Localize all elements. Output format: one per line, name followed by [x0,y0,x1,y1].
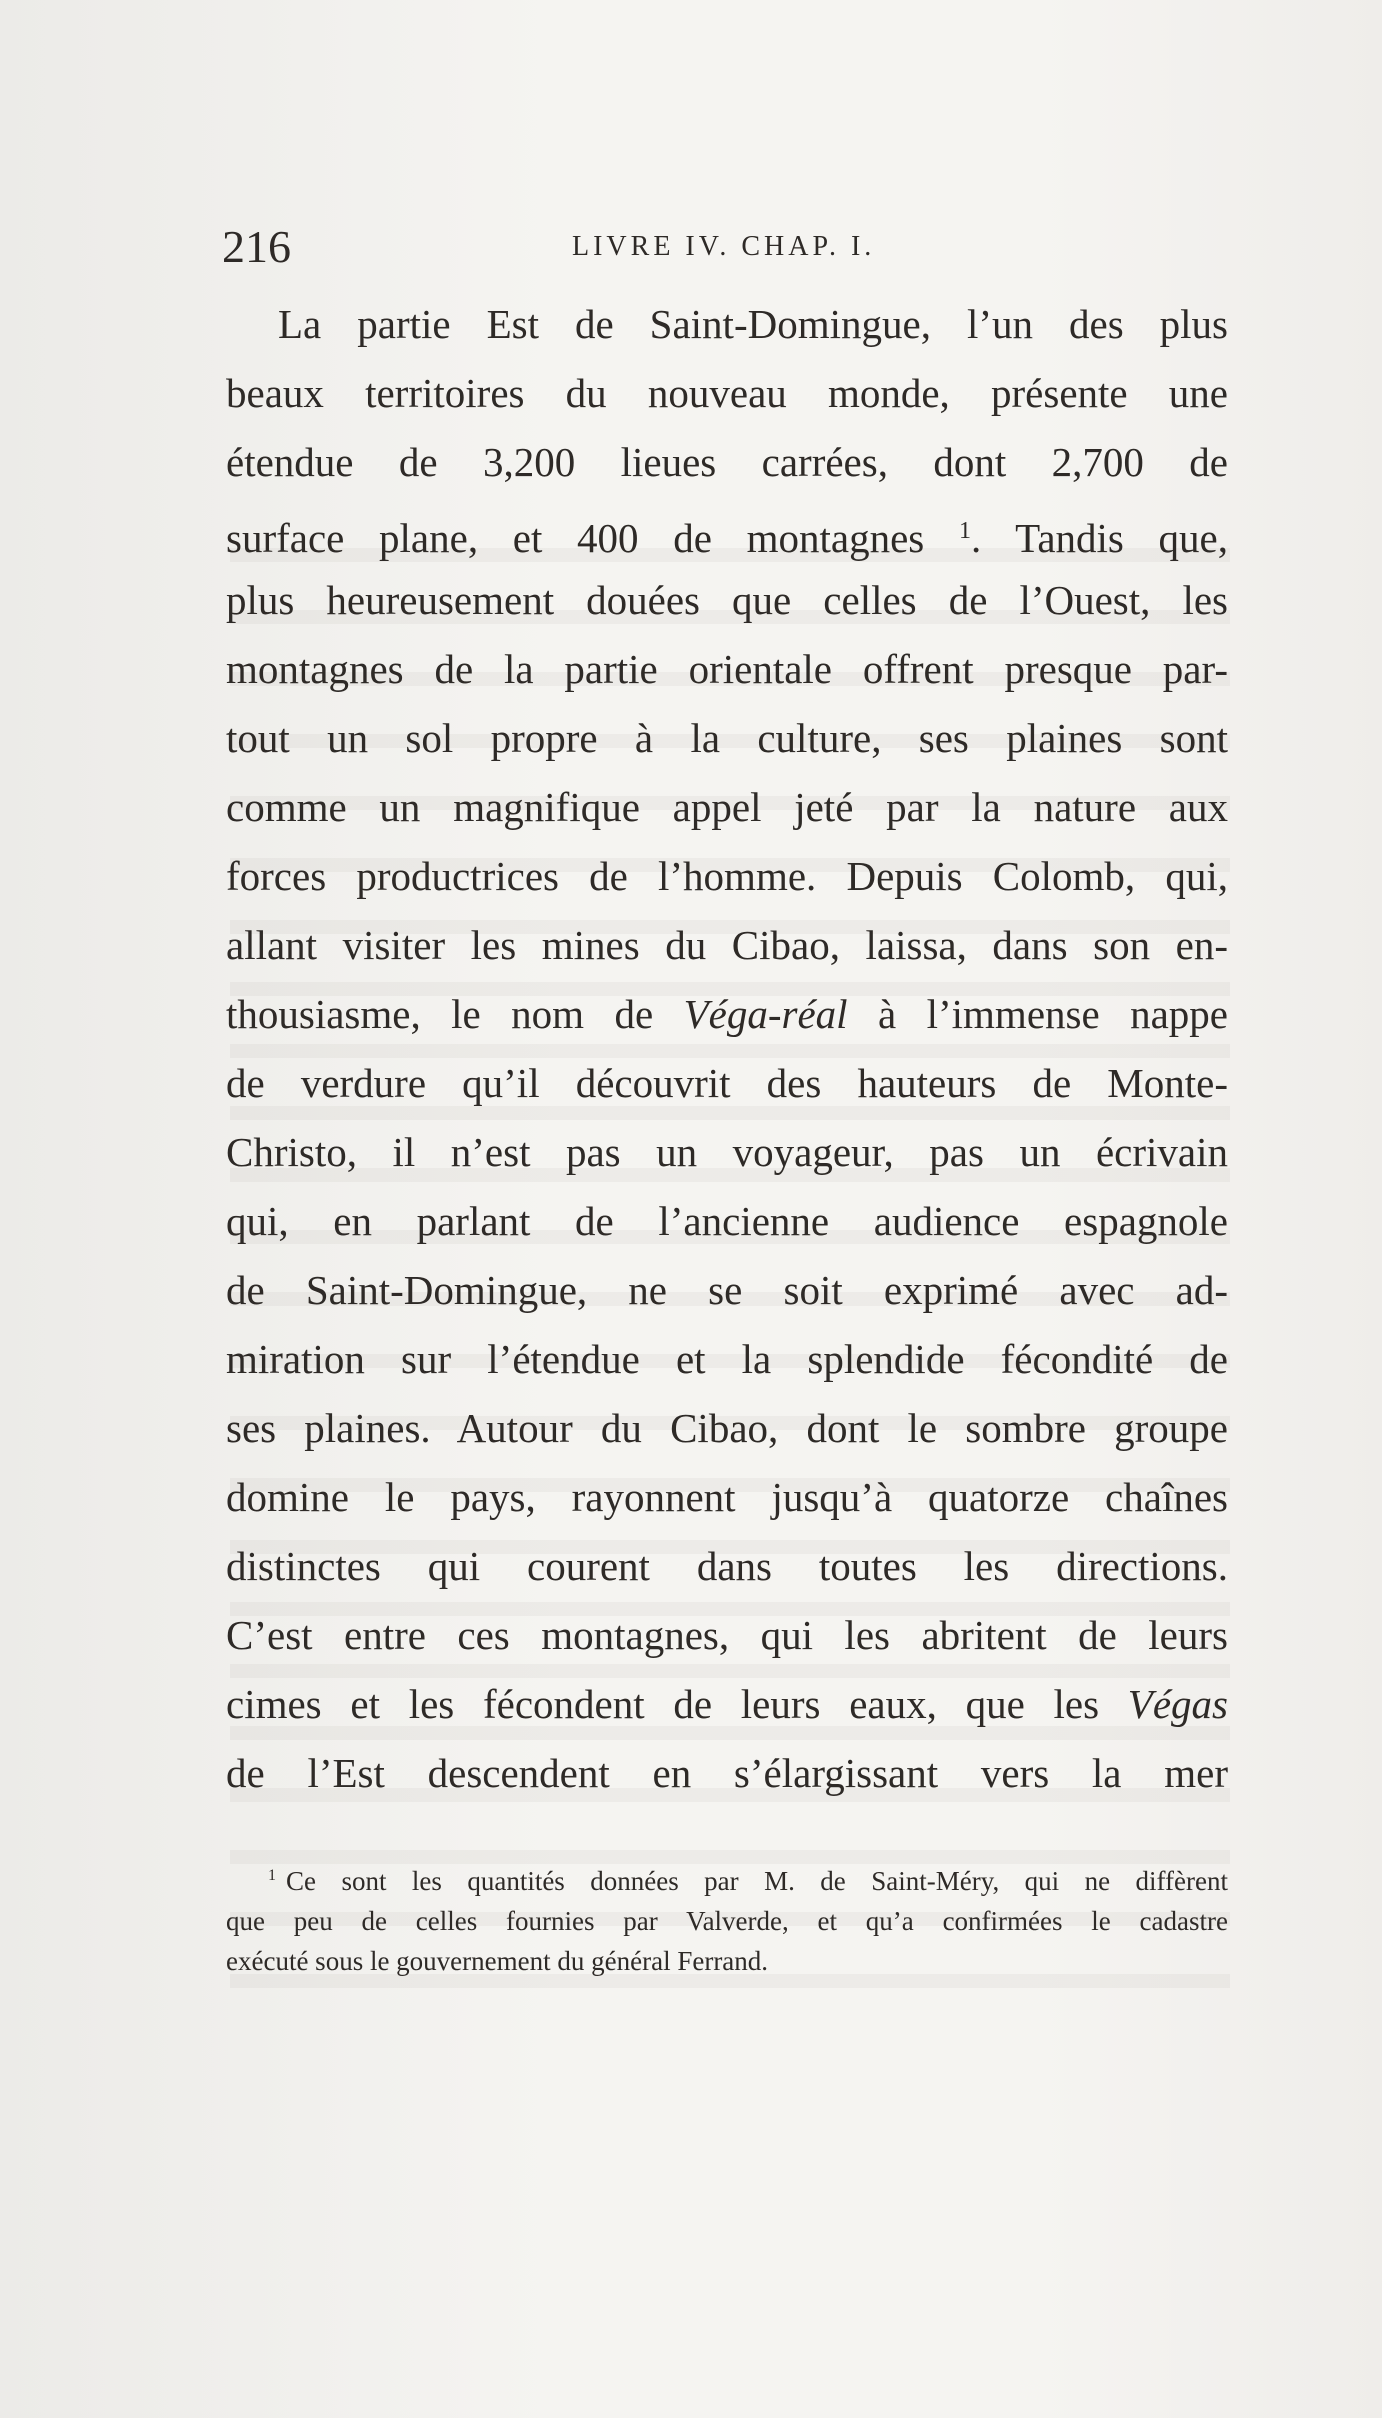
italic-term: Végas [1127,1681,1228,1727]
footnote-line: exécuté sous le gouvernement du général Ferrand. [226,1946,769,1976]
text-line: beaux territoires du nouveau monde, présente une [226,370,1228,416]
text-line: ses plaines. Autour du Cibao, dont le sombre groupe [226,1405,1228,1451]
body-text [226,290,1228,1808]
text-line: distinctes qui courent dans toutes les directions. [226,1543,1228,1589]
text-line: forces productrices de l’homme. Depuis Colomb, qui, [226,853,1228,899]
running-head: LIVRE IV. CHAP. I. [572,231,876,262]
text-line: de l’Est descendent en s’élargissant vers la mer [226,1750,1228,1796]
text-line: plus heureusement douées que celles de l’Ouest, les [226,577,1228,623]
text-segment: . Tandis que, [970,515,1228,561]
text-line: domine le pays, rayonnent jusqu’à quatorze chaînes [226,1474,1228,1520]
page-header [222,222,1232,272]
footnote-line: que peu de celles fournies par Valverde, et qu’a confirmées le cadastre [226,1906,1228,1936]
text-line: miration sur l’étendue et la splendide fécondité de [226,1336,1228,1382]
text-line: allant visiter les mines du Cibao, laissa, dans son en- [226,922,1228,968]
text-line: comme un magnifique appel jeté par la nature aux [226,784,1228,830]
text-line [226,1670,1228,1739]
text-line: étendue de 3,200 lieues carrées, dont 2,700 de [226,439,1228,485]
text-line: montagnes de la partie orientale offrent presque par- [226,646,1228,692]
text-line: C’est entre ces montagnes, qui les abritent de leurs [226,1612,1228,1658]
text-segment: à l’immense nappe [877,991,1228,1037]
footnote [226,1856,1228,1981]
text-segment: surface plane, et 400 de montagnes [226,515,925,561]
text-line [226,497,1228,566]
text-line: Christo, il n’est pas un voyageur, pas un écrivain [226,1129,1228,1175]
page-number: 216 [222,221,291,272]
text-segment: cimes et les fécondent de leurs eaux, que les [226,1681,1100,1727]
footnote-mark: 1 [268,1867,276,1884]
text-line: qui, en parlant de l’ancienne audience espagnole [226,1198,1228,1244]
footnote-text: Ce sont les quantités données par M. de Saint-Méry, qui ne diffèrent [286,1866,1228,1896]
footnote-line [226,1856,1228,1901]
text-line: de verdure qu’il découvrit des hauteurs de Monte- [226,1060,1228,1106]
text-line [226,980,1228,1049]
text-segment: thousiasme, le nom de [226,991,654,1037]
text-line: tout un sol propre à la culture, ses plaines sont [226,715,1228,761]
italic-term: Véga-réal [683,991,848,1037]
footnote-reference[interactable]: 1 [958,518,971,544]
text-line: de Saint-Domingue, ne se soit exprimé avec ad- [226,1267,1228,1313]
text-line: La partie Est de Saint-Domingue, l’un des plus [278,301,1228,347]
